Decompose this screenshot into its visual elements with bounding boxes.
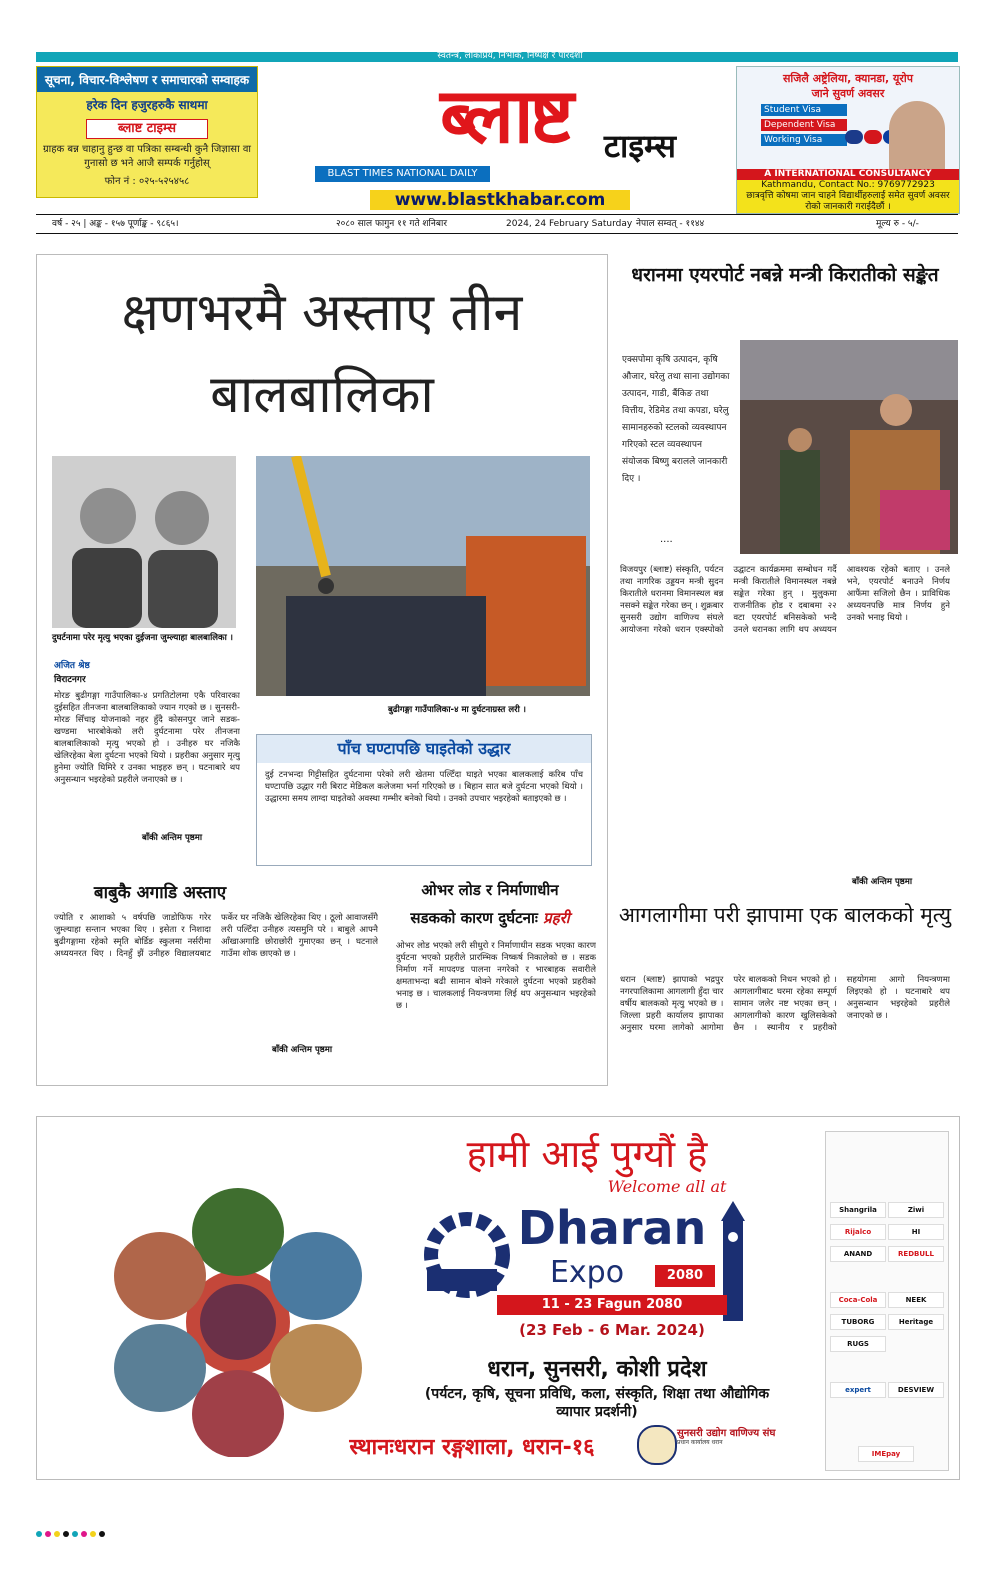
masthead-title-times: टाइम्स (603, 127, 677, 165)
gear-icon (417, 1205, 517, 1301)
left-promo-phone: फोन नं : ०२५-५२५४५८ (104, 176, 190, 187)
minister-photo (740, 340, 958, 554)
issue-volume: वर्ष - २५ | अङ्क - १५७ पूर्णाङ्क - ९८६५। (52, 219, 179, 229)
expo-dates-np: 11 - 23 Fagun 2080 (497, 1295, 727, 1315)
rescue-subbox-body: दुई टनभन्दा गिट्टीसहित दुर्घटनामा परेको लरी खेतमा पल्टिँदा घाइते भएका बालकलाई करिब पाँच घण्टापछि उद्धार गरी बिराट मेडिकल कलेजमा भर्ना गरिएको छ । बिहान सात बजे दुर्घटना भएको थियो । उद्धारमा समय लाग्दा घाइतेको अवस्था गम्भीर बनेको थियो । उनको उपचार भइरहेको बताइएको छ । (265, 770, 583, 804)
canada-flag-icon (864, 130, 882, 144)
left-promo-line2: हरेक दिन हजुरहरुकै साथमा (86, 98, 208, 112)
issue-date-np: २०८० साल फागुन ११ गते शनिबार (336, 219, 448, 229)
consultancy-line2: जाने सुवर्ण अवसर (811, 87, 885, 100)
organizer-name: सुनसरी उद्योग वाणिज्य संघ (677, 1428, 776, 1439)
overload-title2-em: प्रहरी (543, 909, 570, 927)
left-promo-text: ग्राहक बन्न चाहानु हुन्छ वा पत्रिका सम्बन्धी कुनै जिज्ञासा वा गुनासो छ भने आजै सम्पर्क गर्नुहोस् (43, 144, 251, 169)
expo-year: 2080 (655, 1265, 715, 1287)
sponsor-logo: ANAND (830, 1246, 886, 1262)
father-story-title[interactable]: बाबुकै अगाडि अस्ताए (93, 883, 227, 903)
accident-photo-caption: बुढीगङ्गा गाउँपालिका-४ मा दुर्घटनाग्रस्त लरी । (388, 705, 526, 715)
masthead-website-link[interactable]: www.blastkhabar.com (370, 190, 630, 210)
expo-name-expo: Expo (549, 1255, 625, 1290)
issue-date-en: 2024, 24 February Saturday (506, 219, 633, 229)
consultancy-contact: Kathmandu, Contact No.: 9769772923 (761, 180, 935, 190)
issue-nepal-samvat: नेपाल सम्वत् - ११४४ (636, 219, 705, 229)
issue-meta-line (36, 214, 958, 234)
airport-headline[interactable]: धरानमा एयरपोर्ट नबन्ने मन्त्री किरातीको सङ्केत (631, 264, 939, 286)
expo-welcome: Welcome all at (607, 1177, 727, 1196)
expo-headline: हामी आई पुग्यौं है (466, 1132, 708, 1176)
left-promo-box (36, 66, 258, 198)
masthead-title: ब्लाष्ट (440, 71, 570, 160)
accident-photo-graphic (256, 456, 590, 696)
sponsor-logo: Heritage (888, 1314, 944, 1330)
expo-photo-flower (93, 1187, 383, 1457)
lead-more-link[interactable]: बाँकी अन्तिम पृष्ठमा (142, 833, 203, 843)
airport-body: विजयपुर (ब्लाष्ट) संस्कृति, पर्यटन तथा नागरिक उड्डयन मन्त्री सुदन किरातीले धरानमा विमानस्थल बन्न नसक्ने सङ्केत गरेका छन् । शुक्रबार सुनसरी उद्योग वाणिज्य संघले आयोजना गरेको धरान एक्स्पोको उद्घाटन कार्यक्रममा सम्बोधन गर्दै मन्त्री किरातीले विमानस्थल नबन्ने सङ्केत गरेका हुन् । मुलुकमा राजनीतिक होड र दबाबमा २२ वटा एयरपोर्ट बनिसकेको भन्दै उनले धरानका लागि थप अध्ययन आवश्यक रहेको बताए । उनले भने, एयरपोर्ट बनाउने निर्णय आफैंमा सजिलो छैन । प्राविधिक अध्ययनपछि मात्र निर्णय हुने उनको भनाइ थियो । (620, 565, 950, 635)
expo-venue: स्थानःधरान रङ्गशाला, धरान-१६ (349, 1435, 595, 1460)
masthead-logo[interactable] (290, 66, 720, 179)
overload-body: ओभर लोड भएको लरी सीधुरो र निर्माणाधीन सडक भएका कारण दुर्घटना भएको प्रहरीले प्रारम्भिक निष्कर्ष निकालेको छ । सडक निर्माण गर्ने मापदण्ड पालना नगरेको र भारबाहक सवारीले क्षमताभन्दा बढी सामान बोक्ने गरेकाले दुर्घटना भएको प्रहरीको भनाइ छ । चालकलाई नियन्त्रणमा लिई थप अनुसन्धान भइरहेको छ । (396, 941, 596, 1011)
sponsor-logo: REDBULL (888, 1246, 944, 1262)
overload-title2[interactable] (390, 908, 590, 928)
sponsor-logo: expert (830, 1382, 886, 1398)
sponsor-logo: HI (888, 1224, 944, 1240)
australia-flag-icon (845, 130, 863, 144)
twins-photo-caption: दुघर्टनामा परेर मृत्यु भएका दुईजना जुम्ल्याहा बालबालिका । (52, 633, 233, 643)
expo-dates-en: (23 Feb - 6 Mar. 2024) (519, 1321, 705, 1339)
fire-body: धरान (ब्लाष्ट) झापाको भद्रपुर नगरपालिकामा आगलागी हुँदा चार वर्षीय बालकको मृत्यु भएको छ । जिल्ला प्रहरी कार्यालय झापाका अनुसार घरमा लागेको आगोमा परेर बालकको निधन भएको हो । आगलागीबाट घरमा रहेका सम्पूर्ण सामान जलेर नष्ट भएका छन् । आगलागीको कारण खुलिसकेको छैन । स्थानीय र प्रहरीको सहयोगमा आगो नियन्त्रणमा लिइएको हो । घटनाबारे थप अनुसन्धान भइरहेको प्रहरीले जनाएको छ । (620, 975, 950, 1033)
expo-name-dharan: Dharan (517, 1201, 707, 1255)
sponsor-logo: Ziwi (888, 1202, 944, 1218)
dharan-expo-ad[interactable] (36, 1116, 960, 1480)
right-consultancy-ad[interactable] (736, 66, 960, 214)
expo-place: धरान, सुनसरी, कोशी प्रदेश (487, 1357, 707, 1382)
print-color-dots (36, 1522, 958, 1528)
airport-dots: .... (660, 534, 673, 545)
expo-categories: (पर्यटन, कृषि, सूचना प्रविधि, कला, संस्कृति, शिक्षा तथा औद्योगिक व्यापार प्रदर्शनी) (424, 1386, 770, 1420)
rescue-subbox-title: पाँच घण्टापछि घाइतेको उद्धार (257, 735, 591, 763)
dependent-visa-label: Dependent Visa (761, 119, 847, 131)
airport-more-link[interactable]: बाँकी अन्तिम पृष्ठमा (852, 877, 913, 887)
sponsor-logo: DESVIEW (888, 1382, 944, 1398)
fire-headline[interactable]: आगलागीमा परी झापामा एक बालकको मृत्यु (618, 903, 952, 927)
consultancy-line1: सजिलै अष्ट्रेलिया, क्यानडा, यूरोप (782, 72, 914, 85)
rescue-subbox (256, 734, 592, 866)
overload-title2-text: सडकको कारण दुर्घटनाः (410, 909, 538, 927)
lead-author: अजित श्रेष्ठ (54, 661, 90, 671)
minister-photo-graphic (740, 340, 958, 554)
expo-organizer (637, 1421, 821, 1469)
organizer-sub: प्रधान कार्यालय धरान (677, 1439, 723, 1446)
left-promo-line1: सूचना, विचार-विश्लेषण र समाचारको सम्वाहक (37, 67, 257, 92)
organizer-logo-icon (637, 1425, 677, 1465)
lead-dateline: विराटनगर (54, 675, 86, 685)
sponsor-logo: Rijalco (830, 1224, 886, 1240)
lead-headline[interactable]: क्षणभरमै अस्ताए तीन बालबालिका (121, 283, 523, 425)
sponsor-logo: Coca-Cola (830, 1292, 886, 1308)
lead-body: मोरङ बुढीगङ्गा गाउँपालिका-४ प्रगतिटोलमा एकै परिवारका दुईसहित तीनजना बालबालिकाको ज्यान गएको छ । सुनसरी-मोरङ सिँचाइ योजनाको नहर हुँदै कोसनपुर जाने सडक-खण्डमा भारबोकेको लरी दुर्घटनामा परेर तीनजना बालबालिकाको मृत्यु भएको हो । उनीहरु घर नजिकै खेलिरहेका बेला दुर्घटना भएको थियो । प्रहरीका अनुसार मृत्यु हुनेमा ज्योति घिमिरे र उनका भाइहरु छन् । घटनाबारे थप अनुसन्धान भइरहेको प्रहरीले जनाएको छ । (54, 691, 240, 785)
working-visa-label: Working Visa (761, 134, 847, 146)
sponsor-logo: TUBORG (830, 1314, 886, 1330)
twins-photo-graphic (52, 456, 236, 628)
sponsor-logo: IMEpay (858, 1446, 914, 1462)
sponsor-logo: RUGS (830, 1336, 886, 1352)
overload-title1[interactable]: ओभर लोड र निर्माणाधीन (421, 881, 559, 899)
sponsor-logo: Shangrila (830, 1202, 886, 1218)
left-promo-logo: ब्लाष्ट टाइम्स (86, 119, 208, 139)
sponsor-logos-panel (825, 1131, 949, 1471)
student-visa-label: Student Visa (761, 104, 847, 116)
accident-photo (256, 456, 590, 696)
masthead-tagline: स्वतन्त्र, लोकप्रिय, निर्भीक, निष्पक्ष र पारदर्शी (437, 51, 583, 61)
issue-price: मूल्य रु - ५/- (876, 219, 919, 229)
consultancy-footer (737, 169, 959, 213)
consultancy-note: छात्रवृत्ति कोषमा जान चाहने विद्यार्थीहरुलाई समेत सुवर्ण अवसर (746, 191, 950, 201)
father-story-body: ज्योति र आशाको ५ वर्षपछि जाडोफिफ गरेर जुम्ल्याहा सन्तान भएका थिए । इसेता र निशादा बुढीगङ्गामा रहेको स्मृति बोर्डिङ स्कुलमा नर्सरीमा अध्ययनरत थिए । दिनहुँ झैं उनीहरु विद्यालयबाट फर्केर घर नजिकै खेलिरहेका थिए । ठूलो आवाजसँगै लरी पल्टिँदा उनीहरु त्यसमुनि परे । बाबुले आफ्नै आँखाअगाडि छोराछोरी गुमाएका छन् । घटनाले गाउँमा शोक छाएको छ । (54, 913, 378, 959)
masthead-national-daily: BLAST TIMES NATIONAL DAILY (315, 166, 490, 182)
sponsor-logo: NEEK (888, 1292, 944, 1308)
airport-lead-col: एक्सपोमा कृषि उत्पादन, कृषि औजार, घरेलु तथा साना उद्योगका उत्पादन, गाडी, बैंकिङ तथा वित्तीय, रेडिमेड तथा कपडा, घरेलु सामानहरुको स्टलको व्यवस्थापन गरिएको स्टल व्यवस्थापन संयोजक बिष्णु बरालले जानकारी दिए । (622, 355, 730, 484)
twins-photo (52, 456, 236, 628)
consultancy-note2: रोको जानकारी गराईदैछौं । (805, 202, 891, 212)
consultancy-company: A INTERNATIONAL CONSULTANCY (737, 169, 959, 180)
father-story-more-link[interactable]: बाँकी अन्तिम पृष्ठमा (272, 1045, 333, 1055)
